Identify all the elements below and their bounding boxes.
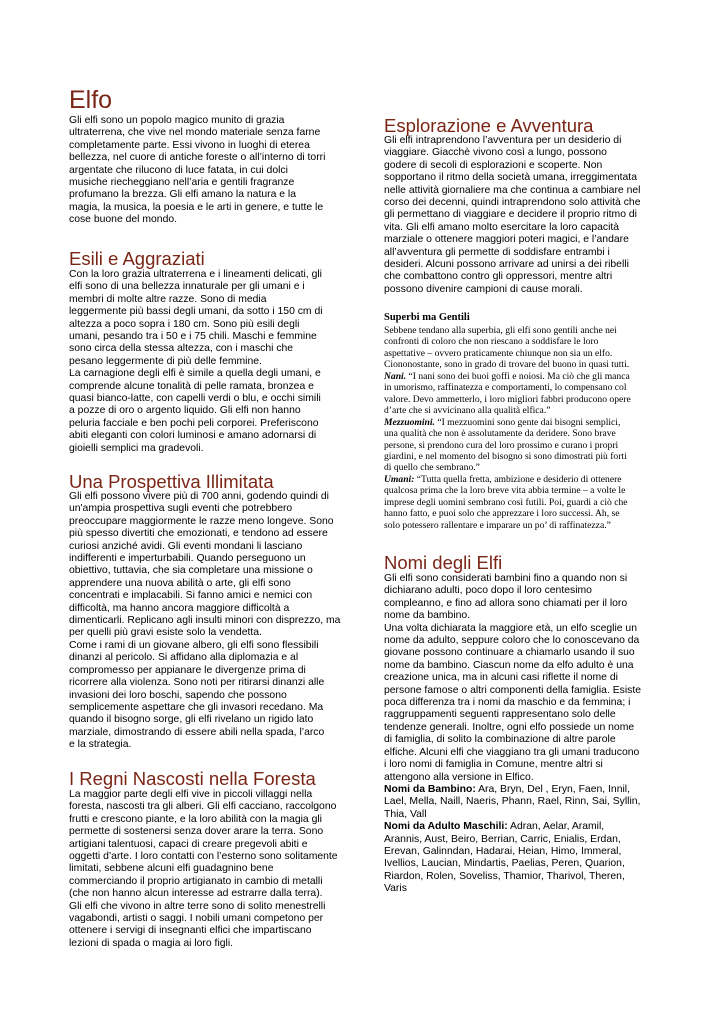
regni-heading: I Regni Nascosti nella Foresta: [69, 768, 316, 789]
esplorazione-paragraph: Gli elfi intraprendono l’avventura per un desiderio di viaggiare. Giacchè vivono così a lungo, possono godere di secoli di esplorazioni e scoperte. Non sopportano il ritmo della società umana, irreggimentata nelle attività giornaliere ma che continua a cambiare nel corso dei decenni, quindi intraprendono solo attività che gli permettano di viaggiare e decidere il proprio ritmo di vita. Gli elfi amano molto esercitare la loro capacità marziale o ottenere maggiori poteri magici, e l’andare all’avventura gli permette di soddisfare entrambi i desideri. Alcuni possono arrivare ad unirsi a dei ribelli che combattono contro gli oppressori, mentre altri possono divenire campioni di cause morali.: [384, 135, 641, 295]
superbi-sidebar: [384, 325, 631, 531]
nani-text: “I nani sono dei buoi goffi e noiosi. Ma ciò che gli manca in umorismo, raffinatezza e comportamenti, lo compensano col valore. Devo ammetterlo, i loro migliori fabbri producono opere d’arte che si avvicinano alla qualità elfica.”: [384, 370, 631, 417]
nomi-heading: Nomi degli Elfi: [384, 552, 503, 573]
prospettiva-heading: Una Prospettiva Illimitata: [69, 471, 274, 492]
esili-heading: Esili e Aggraziati: [69, 248, 205, 269]
regni-paragraph: La maggior parte degli elfi vive in piccoli villaggi nella foresta, nascosti tra gli alberi. Gli elfi cacciano, raccolgono frutti e crescono piante, e la loro abilità con la magia gli permette di sostenersi senza dover arare la terra. Sono artigiani talentuosi, capaci di creare pregevoli abiti e oggetti d’arte. I loro contatti con l’esterno sono solitamente limitati, sebbene alcuni elfi guadagnino bene commerciando il proprio artigianato in cambio di metalli (che non hanno alcun interesse ad estrarre dalla terra). Gli elfi che vivono in altre terre sono di solito menestrelli vagabondi, artisti o saggi. I nobili umani competono per ottenere i servigi di insegnanti elfici che impartiscano lezioni di spada o magia ai loro figli.: [69, 789, 338, 949]
elfo-paragraph: Gli elfi sono un popolo magico munito di grazia ultraterrena, che vive nel mondo materiale senza farne completamente parte. Essi vivono in luoghi di eterea bellezza, nel cuore di antiche foreste o all’interno di torri argentate che rilucono di luce fatata, in cui dolci musiche riecheggiano nell’aria e gentili fragranze profumano la brezza. Gli elfi amano la natura e la magia, la musica, la poesia e le arti in genere, e tutte le cose buone del mondo.: [69, 115, 326, 226]
umani-label: Umani:: [384, 473, 415, 485]
mezzuomini-label: Mezzuomini.: [384, 416, 435, 428]
esplorazione-heading: Esplorazione e Avventura: [384, 115, 594, 136]
bambino-label: Nomi da Bambino:: [384, 783, 476, 795]
maschili-names: Adran, Aelar, Aramil, Arannis, Aust, Beiro, Berrian, Carric, Enialis, Erdan, Erevan, Galinndan, Hadarai, Heian, Himo, Immeral, Ivellios, Laucian, Mindartis, Paelias, Peren, Quarion, Riardon, Rolen, Soveliss, Thamior, Tharivol, Theren, Varis: [384, 821, 625, 895]
maschili-label: Nomi da Adulto Maschili:: [384, 821, 508, 833]
nani-label: Nani.: [384, 370, 407, 382]
umani-text: “Tutta quella fretta, ambizione e desiderio di ottenere qualcosa prima che la loro breve vita abbia termine – a volte le imprese degli uomini sembrano così futili. Poi, guardi a ciò che hanno fatto, e puoi solo che apprezzare i loro successi. Ah, se solo potessero rallentare e imparare un po’ di raffinatezza.”: [384, 473, 628, 531]
nomi-text: Gli elfi sono considerati bambini fino a quando non si dichiarano adulti, poco dopo il loro centesimo compleanno, e fino ad allora sono chiamati per il loro nome da bambino. Una volta dichiarata la maggiore età, un elfo sceglie un nome da adulto, seppure coloro che lo conoscevano da giovane possono continuare a chiamarlo usando il suo nome da bambino. Ciascun nome da elfo adulto è una creazione unica, ma in alcuni casi riflette il nome di persone famose o altri componenti della famiglia. Esiste poca differenza tra i nomi da maschio e da femmina; i raggruppamenti seguenti rappresentano solo delle tendenze generali. Inoltre, ogni elfo possiede un nome di famiglia, di solito la combinazione di altre parole elfiche. Alcuni elfi che viaggiano tra gli umani traducono i loro nomi di famiglia in Comune, mentre altri si attengono alla versione in Elfico.: [384, 573, 642, 783]
nomi-paragraph: [384, 573, 641, 896]
elfo-heading: Elfo: [69, 86, 113, 114]
esili-paragraph: Con la loro grazia ultraterrena e i lineamenti delicati, gli elfi sono di una bellezza innaturale per gli umani e i membri di molte altre razze. Sono di media leggermente più bassi degli umani, da sotto i 150 cm di altezza a poco sopra i 180 cm. Sono più esili degli umani, pesando tra i 50 e i 75 chili. Maschi e femmine sono circa della stessa altezza, con i maschi che pesano leggermente di più delle femmine. La carnagione degli elfi è simile a quella degli umani, e comprende alcune tonalità di pelle ramata, bronzea e quasi bianco-latte, con capelli verdi o blu, e occhi simili a pozze di oro o argento liquido. Gli elfi non hanno peluria facciale e ben pochi peli corporei. Preferiscono abiti eleganti con colori luminosi e amano adornarsi di gioielli semplici ma gradevoli.: [69, 269, 323, 454]
superbi-heading: Superbi ma Gentili: [384, 312, 470, 323]
mezzuomini-text: “I mezzuomini sono gente dai bisogni semplici, una qualità che non è assolutamente da deridere. Sono brave persone, si prendono cura del loro prossimo e curano i propri giardini, e nel momento del bisogno si sono dimostrati più forti di quello che sembrano.”: [384, 416, 627, 474]
superbi-intro: Sebbene tendano alla superbia, gli elfi sono gentili anche nei confronti di coloro che non riescano a soddisfare le loro aspettative – ovvero praticamente chiunque non sia un elfo. Ciononostante, sono in grado di trovare del buono in quasi tutti.: [384, 325, 630, 371]
bambino-names: Ara, Bryn, Del , Eryn, Faen, Innil, Lael, Mella, Naill, Naeris, Phann, Rael, Rinn, Sai, Syllin, Thia, Vall: [384, 783, 641, 820]
prospettiva-paragraph: Gli elfi possono vivere più di 700 anni, godendo quindi di un'ampia prospettiva sugli eventi che potrebbero preoccupare maggiormente le razze meno longeve. Sono più spesso divertiti che emozionati, e tendono ad essere curiosi anziché avidi. Gli eventi mondani li lasciano indifferenti e imperturbabili. Quando perseguono un obiettivo, tuttavia, che sia completare una missione o apprendere una nuova abilità o arte, gli elfi sono concentrati e implacabili. Si fanno amici e nemici con difficoltà, ma hanno ancora maggiore difficoltà a dimenticarli. Replicano agli insulti minori con disprezzo, ma per quelli più gravi esiste solo la vendetta. Come i rami di un giovane albero, gli elfi sono flessibili dinanzi al pericolo. Si affidano alla diplomazia e al compromesso per appianare le divergenze prima di ricorrere alla violenza. Sono noti per ritirarsi dinanzi alle invasioni dei loro boschi, sapendo che possono semplicemente aspettare che gli invasori recedano. Ma quando il bisogno sorge, gli elfi rivelano un rigido lato marziale, dimostrando di essere abili nella spada, l’arco e la strategia.: [69, 491, 341, 751]
